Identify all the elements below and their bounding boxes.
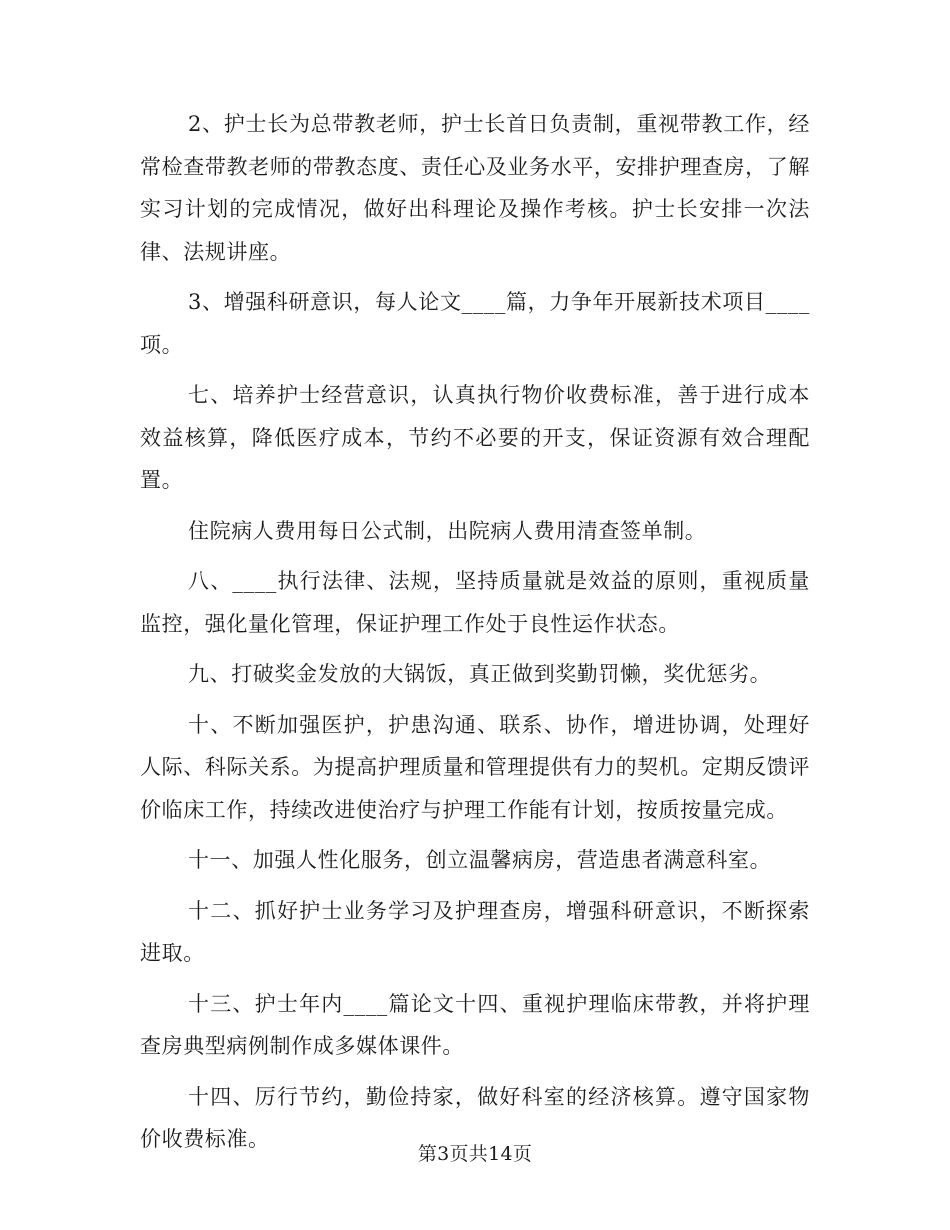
paragraph: 2、护士长为总带教老师，护士长首日负责制，重视带教工作，经常检查带教老师的带教态度、责任心及业务水平，安排护理查房，了解实习计划的完成情况，做好出科理论及操作考核。护士长安排一次法律、法规讲座。 (140, 112, 810, 264)
paragraph: 十二、抓好护士业务学习及护理查房，增强科研意识，不断探索进取。 (140, 898, 810, 965)
paragraph: 九、打破奖金发放的大锅饭，真正做到奖勤罚懒，奖优惩劣。 (188, 662, 772, 686)
paragraph: 十一、加强人性化服务，创立温馨病房，营造患者满意科室。 (188, 848, 772, 872)
page-number-footer: 第3页共14页 (417, 1143, 533, 1165)
paragraph: 十、不断加强医护，护患沟通、联系、协作，增进协调，处理好人际、科际关系。为提高护理质量和管理提供有力的契机。定期反馈评价临床工作，持续改进使治疗与护理工作能有计划，按质按量完成。 (140, 712, 810, 822)
paragraph: 八、____执行法律、法规，坚持质量就是效益的原则，重视质量监控，强化量化管理，保证护理工作处于良性运作状态。 (140, 569, 810, 636)
paragraph: 十三、护士年内____篇论文十四、重视护理临床带教，并将护理查房典型病例制作成多媒体课件。 (140, 991, 810, 1058)
document-body (140, 103, 810, 1169)
paragraph: 3、增强科研意识，每人论文____篇，力争年开展新技术项目____项。 (140, 290, 810, 357)
paragraph: 十四、厉行节约，勤俭持家，做好科室的经济核算。遵守国家物价收费标准。 (140, 1084, 810, 1151)
paragraph: 住院病人费用每日公式制，出院病人费用清查签单制。 (188, 518, 707, 543)
paragraph: 七、培养护士经营意识，认真执行物价收费标准，善于进行成本效益核算，降低医疗成本，节约不必要的开支，保证资源有效合理配置。 (140, 383, 810, 492)
